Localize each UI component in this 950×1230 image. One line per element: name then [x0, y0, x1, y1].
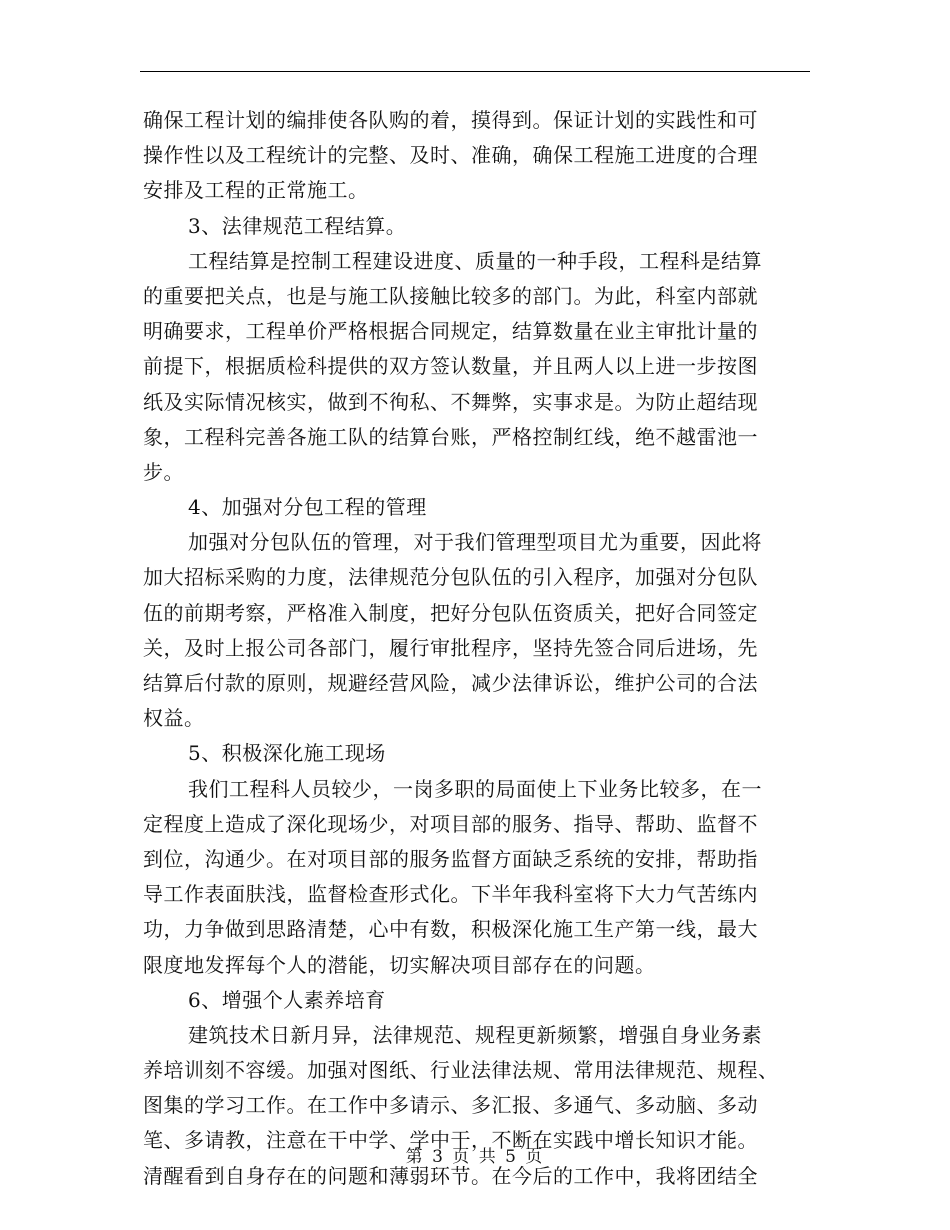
- text-line: 加大招标采购的力度，法律规范分包队伍的引入程序，加强对分包队: [143, 565, 758, 590]
- header-rule: [140, 71, 810, 72]
- text-line: 伍的前期考察，严格准入制度，把好分包队伍资质关，把好合同签定: [143, 600, 758, 625]
- text-line: 图集的学习工作。在工作中多请示、多汇报、多通气、多动脑、多动: [143, 1093, 758, 1118]
- text-line: 到位，沟通少。在对项目部的服务监督方面缺乏系统的安排，帮助指: [143, 846, 758, 871]
- text-line: 明确要求，工程单价严格根据合同规定，结算数量在业主审批计量的: [143, 319, 758, 344]
- section-heading: 5、积极深化施工现场: [188, 741, 386, 766]
- text-line: 限度地发挥每个人的潜能，切实解决项目部存在的问题。: [143, 952, 656, 977]
- text-line: 操作性以及工程统计的完整、及时、准确，确保工程施工进度的合理: [143, 143, 758, 168]
- text-line: 我们工程科人员较少，一岗多职的局面使上下业务比较多，在一: [188, 776, 762, 801]
- text-line: 功，力争做到思路清楚，心中有数，积极深化施工生产第一线，最大: [143, 917, 758, 942]
- text-line: 的重要把关点，也是与施工队接触比较多的部门。为此，科室内部就: [143, 283, 758, 308]
- text-line: 工程结算是控制工程建设进度、质量的一种手段，工程科是结算: [188, 248, 762, 273]
- section-heading: 4、加强对分包工程的管理: [188, 495, 427, 520]
- text-line: 关，及时上报公司各部门，履行审批程序，坚持先签合同后进场，先: [143, 635, 758, 660]
- text-line: 安排及工程的正常施工。: [143, 178, 369, 203]
- text-line: 养培训刻不容缓。加强对图纸、行业法律法规、常用法律规范、规程、: [143, 1058, 779, 1083]
- text-line: 结算后付款的原则，规避经营风险，减少法律诉讼，维护公司的合法: [143, 671, 758, 695]
- text-line: 确保工程计划的编排使各队购的着，摸得到。保证计划的实践性和可: [143, 108, 758, 132]
- text-line: 前提下，根据质检科提供的双方签认数量，并且两人以上进一步按图: [143, 354, 758, 379]
- text-line: 定程度上造成了深化现场少，对项目部的服务、指导、帮助、监督不: [143, 811, 758, 836]
- text-line: 清醒看到自身存在的问题和薄弱环节。在今后的工作中，我将团结全: [143, 1163, 758, 1188]
- text-line: 权益。: [143, 706, 205, 731]
- text-line: 纸及实际情况核实，做到不徇私、不舞弊，实事求是。为防止超结现: [143, 389, 758, 414]
- text-line: 笔、多请教，注意在干中学、学中干，不断在实践中增长知识才能。: [143, 1128, 758, 1153]
- text-line: 步。: [143, 459, 184, 484]
- text-line: 加强对分包队伍的管理，对于我们管理型项目尤为重要，因此将: [188, 530, 762, 555]
- section-heading: 6、增强个人素养培育: [188, 987, 386, 1012]
- text-line: 导工作表面肤浅，监督检查形式化。下半年我科室将下大力气苦练内: [143, 882, 758, 907]
- document-body: [143, 103, 813, 1194]
- page-number-footer: 第 3 页 共 5 页: [405, 1147, 545, 1167]
- section-heading: 3、法律规范工程结算。: [188, 213, 407, 238]
- text-line: 建筑技术日新月异，法律规范、规程更新频繁，增强自身业务素: [188, 1022, 762, 1047]
- text-line: 象，工程科完善各施工队的结算台账，严格控制红线，绝不越雷池一: [143, 424, 758, 449]
